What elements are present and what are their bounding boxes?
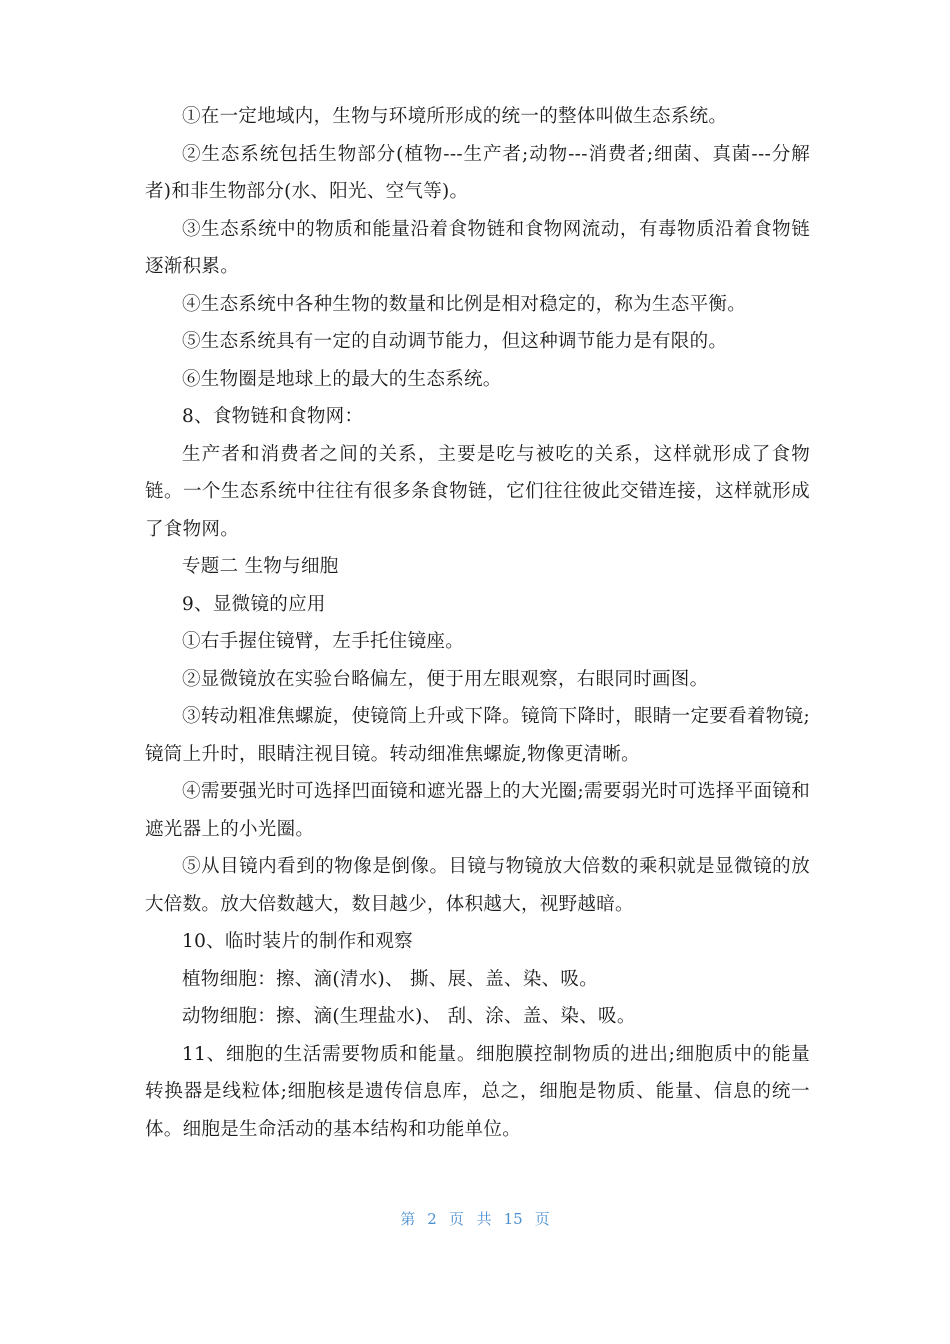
paragraph: ③转动粗准焦螺旋，使镜筒上升或下降。镜筒下降时，眼睛一定要看着物镜;镜筒上升时，眼睛注视目镜。转动细准焦螺旋,物像更清晰。 [145,706,810,765]
paragraph: ③生态系统中的物质和能量沿着食物链和食物网流动，有毒物质沿着食物链逐渐积累。 [145,218,810,277]
topic-heading: 专题二 生物与细胞 [182,556,339,577]
document-body [145,98,810,1148]
section-heading: 8、食物链和食物网： [182,406,364,427]
page-label-suffix: 页 [534,1210,550,1228]
section-heading: 10、临时装片的制作和观察 [182,931,413,952]
paragraph: 植物细胞：擦、滴(清水)、 撕、展、盖、染、吸。 [182,968,599,990]
page-label-mid: 页 共 [448,1210,492,1228]
current-page-number: 2 [427,1210,437,1228]
paragraph: ⑤从目镜内看到的物像是倒像。目镜与物镜放大倍数的乘积就是显微镜的放大倍数。放大倍数越大，数目越少，体积越大，视野越暗。 [145,856,810,915]
page-label-prefix: 第 [400,1210,416,1228]
section-heading: 9、显微镜的应用 [182,593,326,615]
paragraph: ⑤生态系统具有一定的自动调节能力，但这种调节能力是有限的。 [182,331,728,352]
paragraph: 11、细胞的生活需要物质和能量。细胞膜控制物质的进出;细胞质中的能量转换器是线粒体;细胞核是遗传信息库，总之，细胞是物质、能量、信息的统一体。细胞是生命活动的基本结构和功能单位。 [145,1043,810,1140]
paragraph: ④生态系统中各种生物的数量和比例是相对稳定的，称为生态平衡。 [182,293,747,315]
paragraph: ①右手握住镜臂，左手托住镜座。 [182,631,465,652]
paragraph: 动物细胞：擦、滴(生理盐水)、 刮、涂、盖、染、吸。 [182,1006,636,1027]
total-pages-number: 15 [503,1210,523,1228]
paragraph: ①在一定地域内，生物与环境所形成的统一的整体叫做生态系统。 [182,106,728,127]
paragraph: ②显微镜放在实验台略偏左，便于用左眼观察，右眼同时画图。 [182,668,709,690]
paragraph: ④需要强光时可选择凹面镜和遮光器上的大光圈;需要弱光时可选择平面镜和遮光器上的小光圈。 [145,781,810,840]
paragraph: ⑥生物圈是地球上的最大的生态系统。 [182,368,502,390]
page-footer [0,1208,950,1229]
paragraph: 生产者和消费者之间的关系，主要是吃与被吃的关系，这样就形成了食物链。一个生态系统中往往有很多条食物链，它们往往彼此交错连接，这样就形成了食物网。 [145,443,810,540]
paragraph: ②生态系统包括生物部分(植物---生产者;动物---消费者;细菌、真菌---分解者)和非生物部分(水、阳光、空气等)。 [145,143,810,202]
